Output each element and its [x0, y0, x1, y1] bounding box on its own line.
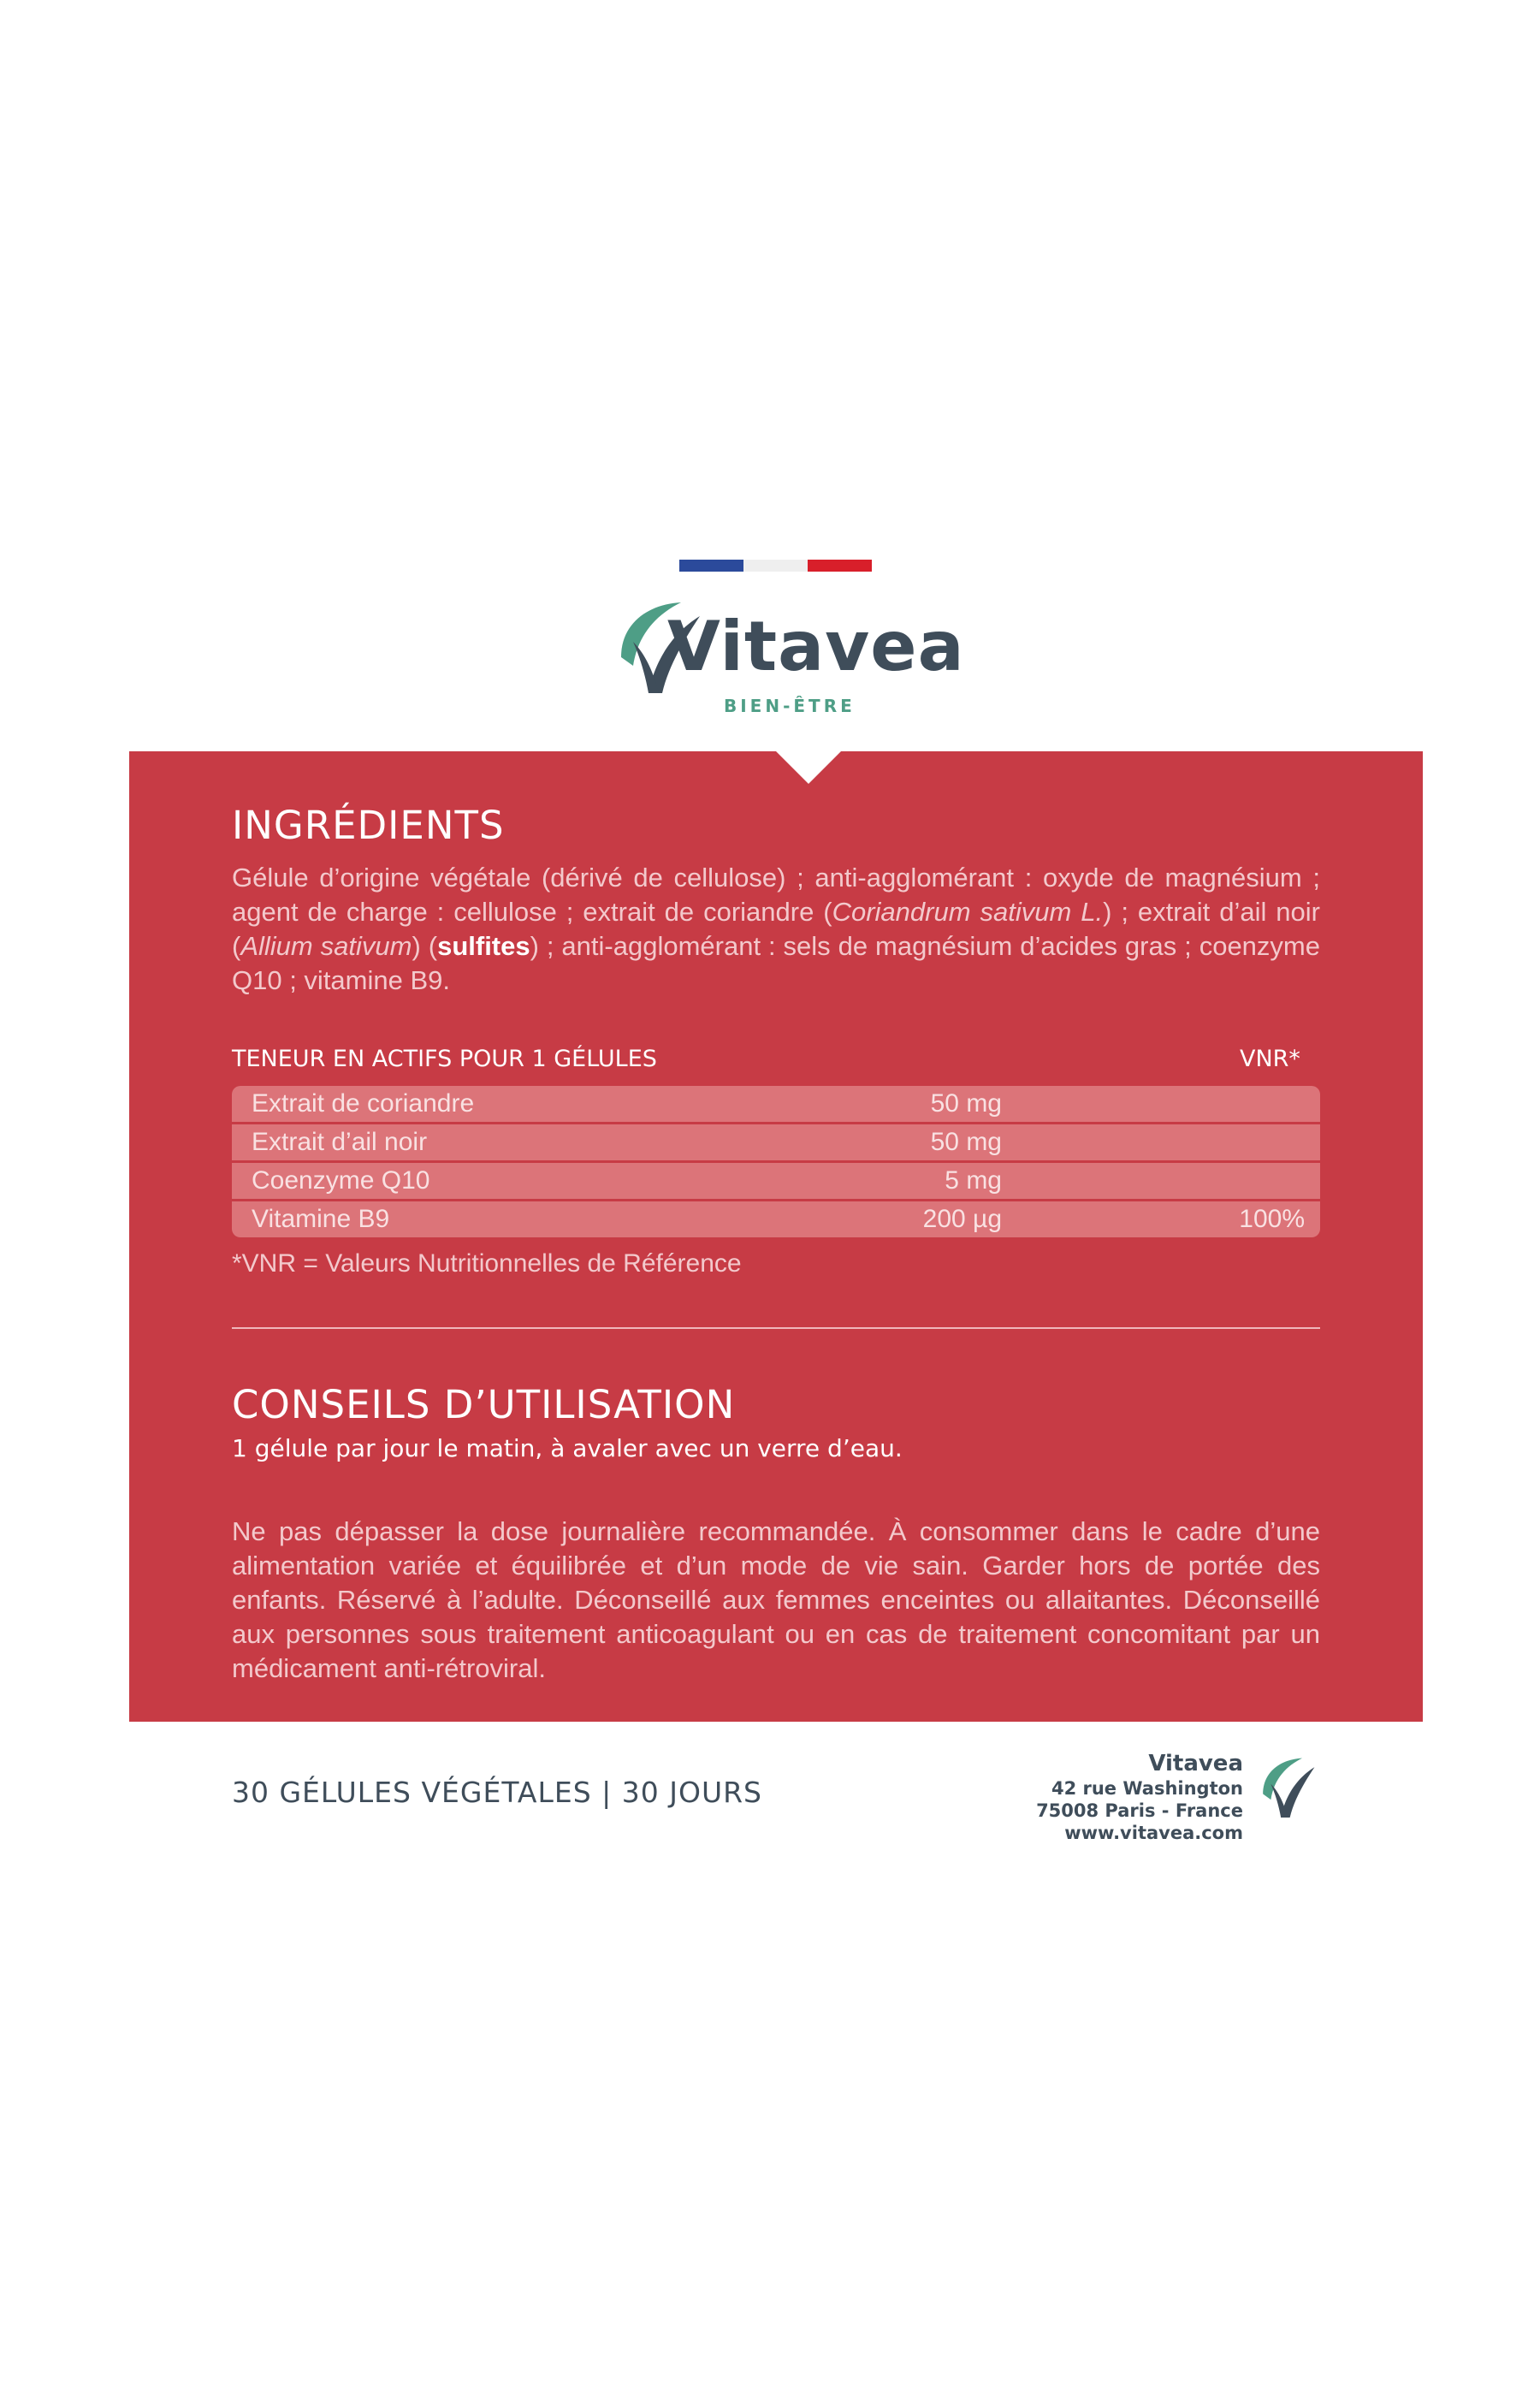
address-line-2: 75008 Paris - France	[1036, 1800, 1243, 1821]
ingredients-text: Gélule d’origine végétale (dérivé de cellulose) ; anti-agglomérant : oxyde de magnésium ; agent de charge : cellulose ; extrait de coriandre (Coriandrum sativum L.) ; extrait d’ail noir (Allium sativum) (sulfites) ; anti-agglomérant : sels de magnésium d’acides gras ; coenzyme Q10 ; vitamine B9.	[232, 863, 1320, 995]
active-name: Coenzyme Q10	[252, 1166, 430, 1195]
active-name: Vitamine B9	[252, 1205, 390, 1233]
flag-red-stripe	[808, 560, 872, 572]
table-row	[232, 1201, 1320, 1237]
table-row	[232, 1163, 1320, 1199]
section-divider	[232, 1327, 1320, 1329]
vnr-footnote: *VNR = Valeurs Nutritionnelles de Référence	[232, 1249, 742, 1278]
flag-white-stripe	[743, 560, 808, 572]
address-line-1: 42 rue Washington	[1051, 1778, 1243, 1799]
company-address	[1036, 1750, 1243, 1844]
table-row	[232, 1124, 1320, 1160]
company-name: Vitavea	[1148, 1751, 1243, 1776]
table-row	[232, 1086, 1320, 1122]
leaf-mark-icon	[1259, 1746, 1320, 1831]
usage-dose: 1 gélule par jour le matin, à avaler avec un verre d’eau.	[232, 1434, 903, 1462]
actives-header: TENEUR EN ACTIFS POUR 1 GÉLULES	[232, 1046, 657, 1072]
active-name: Extrait d’ail noir	[252, 1128, 428, 1156]
website-link[interactable]: www.vitavea.com	[1064, 1823, 1243, 1843]
active-name: Extrait de coriandre	[252, 1089, 475, 1118]
vitavea-logo	[614, 597, 965, 726]
logo-tagline: BIEN-ÊTRE	[724, 696, 856, 716]
logo-wordmark: Vitavea	[667, 607, 965, 686]
french-flag	[679, 560, 872, 572]
actives-table	[232, 1086, 1320, 1237]
active-vnr: 100%	[1239, 1205, 1305, 1233]
packaging-info: 30 GÉLULES VÉGÉTALES | 30 JOURS	[232, 1776, 762, 1809]
active-amount: 5 mg	[945, 1166, 1002, 1195]
panel-notch	[774, 750, 843, 784]
active-amount: 50 mg	[930, 1128, 1002, 1156]
usage-title: CONSEILS D’UTILISATION	[232, 1382, 736, 1427]
active-amount: 50 mg	[930, 1089, 1002, 1118]
flag-blue-stripe	[679, 560, 743, 572]
active-amount: 200 µg	[922, 1205, 1002, 1233]
usage-warning: Ne pas dépasser la dose journalière recommandée. À consommer dans le cadre d’une alimentation variée et équilibrée et d’un mode de vie sain. Garder hors de portée des enfants. Réservé à l’adulte. Déconseillé aux femmes enceintes ou allaitantes. Déconseillé aux personnes sous traitement anticoagulant ou en cas de traitement concomitant par un médicament anti-rétroviral.	[232, 1516, 1320, 1683]
ingredients-title: INGRÉDIENTS	[232, 803, 505, 848]
vnr-header: VNR*	[1240, 1046, 1300, 1072]
